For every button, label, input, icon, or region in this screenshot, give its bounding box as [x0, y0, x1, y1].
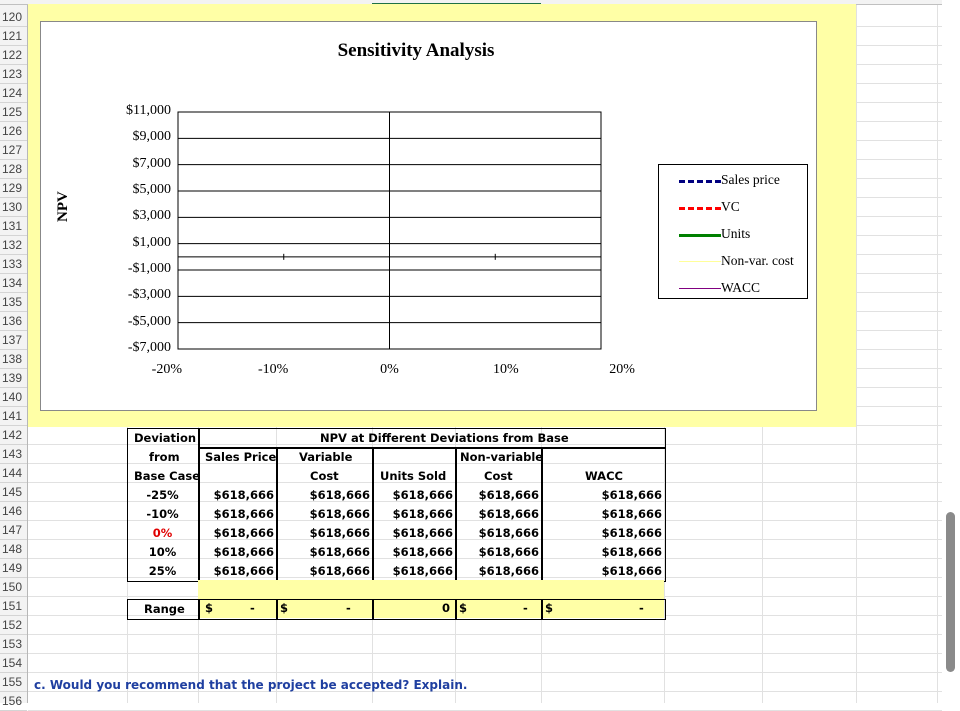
hdr-deviation: Deviation [134, 431, 197, 445]
row-number[interactable]: 143 [0, 445, 27, 464]
legend [658, 164, 808, 299]
y-tick-label: $5,000 [132, 182, 171, 197]
row-number[interactable]: 131 [0, 217, 27, 236]
legend-item [659, 279, 807, 299]
range-nonvar-dollar: $ [459, 601, 468, 615]
npv-value-cell[interactable]: $618,666 [392, 564, 453, 578]
legend-label: VC [721, 199, 740, 214]
legend-label: Sales price [721, 172, 780, 187]
legend-swatch [679, 288, 721, 289]
range-wacc-value: - [639, 601, 644, 615]
row-number[interactable]: 154 [0, 654, 27, 673]
hdr-variable: Variable [299, 450, 353, 464]
x-tick-label: 0% [380, 362, 399, 377]
hdr-variable-cost: Cost [310, 469, 339, 483]
x-tick-label: 10% [492, 362, 519, 377]
y-axis-label: NPV [55, 191, 71, 222]
row-number[interactable]: 142 [0, 426, 27, 445]
row-number[interactable]: 139 [0, 369, 27, 388]
range-nonvar-value: - [523, 601, 528, 615]
row-number[interactable]: 155 [0, 673, 27, 692]
hdr-nonvariable: Non-variable [460, 450, 544, 464]
row-number[interactable]: 130 [0, 198, 27, 217]
y-tick-label: -$7,000 [127, 340, 171, 355]
legend-swatch [679, 180, 721, 183]
legend-item [659, 171, 807, 191]
npv-value-cell[interactable]: $618,666 [213, 488, 274, 502]
npv-value-cell[interactable]: $618,666 [309, 564, 370, 578]
npv-value-cell[interactable]: $618,666 [392, 507, 453, 521]
range-wacc-dollar: $ [545, 601, 554, 615]
npv-value-cell[interactable]: $618,666 [478, 488, 539, 502]
legend-item [659, 252, 807, 272]
y-tick-label: $3,000 [132, 208, 171, 224]
row-number[interactable]: 124 [0, 84, 27, 103]
npv-value-cell[interactable]: $618,666 [213, 564, 274, 578]
npv-value-cell[interactable]: $618,666 [392, 526, 453, 540]
npv-value-cell[interactable]: $618,666 [392, 545, 453, 559]
x-tick-label: -20% [151, 362, 182, 377]
legend-label: Non-var. cost [721, 253, 794, 268]
row-number[interactable]: 123 [0, 65, 27, 84]
y-tick-label: $11,000 [126, 103, 171, 118]
row-number[interactable]: 145 [0, 483, 27, 502]
row-number[interactable]: 122 [0, 46, 27, 65]
y-tick-label: -$5,000 [127, 313, 171, 329]
hdr-units-sold: Units Sold [380, 469, 447, 483]
vertical-scrollbar[interactable] [946, 0, 956, 703]
npv-value-cell[interactable]: $618,666 [309, 526, 370, 540]
legend-swatch [679, 261, 721, 262]
deviation-cell[interactable]: -25% [146, 488, 179, 502]
hdr-from: from [149, 450, 180, 464]
row-number[interactable]: 125 [0, 103, 27, 122]
npv-value-cell[interactable]: $618,666 [601, 545, 662, 559]
deviation-cell[interactable]: 0% [152, 526, 173, 540]
gridline [28, 634, 942, 635]
gridline [28, 672, 942, 673]
row-number[interactable]: 156 [0, 692, 27, 711]
row-number[interactable]: 153 [0, 635, 27, 654]
npv-value-cell[interactable]: $618,666 [601, 507, 662, 521]
npv-value-cell[interactable]: $618,666 [309, 507, 370, 521]
npv-value-cell[interactable]: $618,666 [601, 526, 662, 540]
row-number[interactable]: 128 [0, 160, 27, 179]
range-vc-value: - [346, 601, 351, 615]
row-number[interactable]: 146 [0, 502, 27, 521]
row-number[interactable]: 147 [0, 521, 27, 540]
sensitivity-chart[interactable] [40, 21, 817, 411]
row-number[interactable]: 151 [0, 597, 27, 616]
legend-item [659, 198, 807, 218]
row-number[interactable]: 150 [0, 578, 27, 597]
deviation-cell[interactable]: -10% [146, 507, 179, 521]
range-label: Range [144, 602, 185, 616]
scrollbar-thumb[interactable] [946, 512, 955, 672]
y-tick-label: $7,000 [132, 155, 171, 171]
hdr-wacc: WACC [585, 469, 623, 483]
npv-value-cell[interactable]: $618,666 [601, 564, 662, 578]
npv-value-cell[interactable]: $618,666 [309, 488, 370, 502]
legend-item [659, 225, 807, 245]
y-tick-label: -$3,000 [127, 287, 171, 303]
hdr-sales-price: Sales Price [205, 450, 277, 464]
range-sales-dollar: $ [205, 601, 214, 615]
legend-label: WACC [721, 280, 761, 295]
x-tick-label: -10% [258, 362, 289, 377]
x-tick-label: 20% [609, 362, 635, 377]
npv-value-cell[interactable]: $618,666 [478, 564, 539, 578]
hdr-nonvariable-cost: Cost [484, 469, 513, 483]
row-number[interactable]: 133 [0, 255, 27, 274]
row-number[interactable]: 134 [0, 274, 27, 293]
legend-swatch [679, 207, 721, 210]
row-number[interactable]: 132 [0, 236, 27, 255]
npv-value-cell[interactable]: $618,666 [213, 507, 274, 521]
npv-value-cell[interactable]: $618,666 [478, 526, 539, 540]
row-number[interactable]: 137 [0, 331, 27, 350]
row-number[interactable]: 149 [0, 559, 27, 578]
row-number[interactable]: 136 [0, 312, 27, 331]
chart-title: Sensitivity Analysis [337, 40, 495, 61]
y-tick-label: $1,000 [132, 234, 171, 250]
range-sales-value: - [250, 601, 255, 615]
hdr-basecase: Base Case [134, 469, 201, 483]
row-number[interactable]: 127 [0, 141, 27, 160]
row-number[interactable]: 135 [0, 293, 27, 312]
npv-value-cell[interactable]: $618,666 [478, 507, 539, 521]
deviation-cell[interactable]: 10% [148, 545, 177, 559]
y-tick-label: $9,000 [132, 129, 171, 145]
legend-swatch [679, 234, 721, 237]
range-units-value: 0 [442, 601, 451, 615]
legend-label: Units [721, 226, 751, 241]
row-number[interactable]: 141 [0, 407, 27, 426]
row-number[interactable]: 121 [0, 27, 27, 46]
hdr-npv: NPV at Different Deviations from Base [320, 431, 569, 445]
range-vc-dollar: $ [280, 601, 289, 615]
row-number[interactable]: 140 [0, 388, 27, 407]
npv-value-cell[interactable]: $618,666 [309, 545, 370, 559]
deviation-cell[interactable]: 25% [148, 564, 177, 578]
npv-value-cell[interactable]: $618,666 [392, 488, 453, 502]
row-number[interactable]: 126 [0, 122, 27, 141]
row-number[interactable]: 120 [0, 8, 27, 27]
npv-value-cell[interactable]: $618,666 [601, 488, 662, 502]
npv-value-cell[interactable]: $618,666 [213, 526, 274, 540]
row-number[interactable]: 144 [0, 464, 27, 483]
sensitivity-table [127, 428, 664, 618]
y-tick-label: -$1,000 [127, 261, 171, 276]
row-number[interactable]: 129 [0, 179, 27, 198]
row-number[interactable]: 138 [0, 350, 27, 369]
row-number[interactable]: 148 [0, 540, 27, 559]
gridline [28, 653, 942, 654]
npv-value-cell[interactable]: $618,666 [478, 545, 539, 559]
npv-value-cell[interactable]: $618,666 [213, 545, 274, 559]
question-text: c. Would you recommend that the project be accepted? Explain. [34, 678, 468, 692]
row-number[interactable]: 152 [0, 616, 27, 635]
